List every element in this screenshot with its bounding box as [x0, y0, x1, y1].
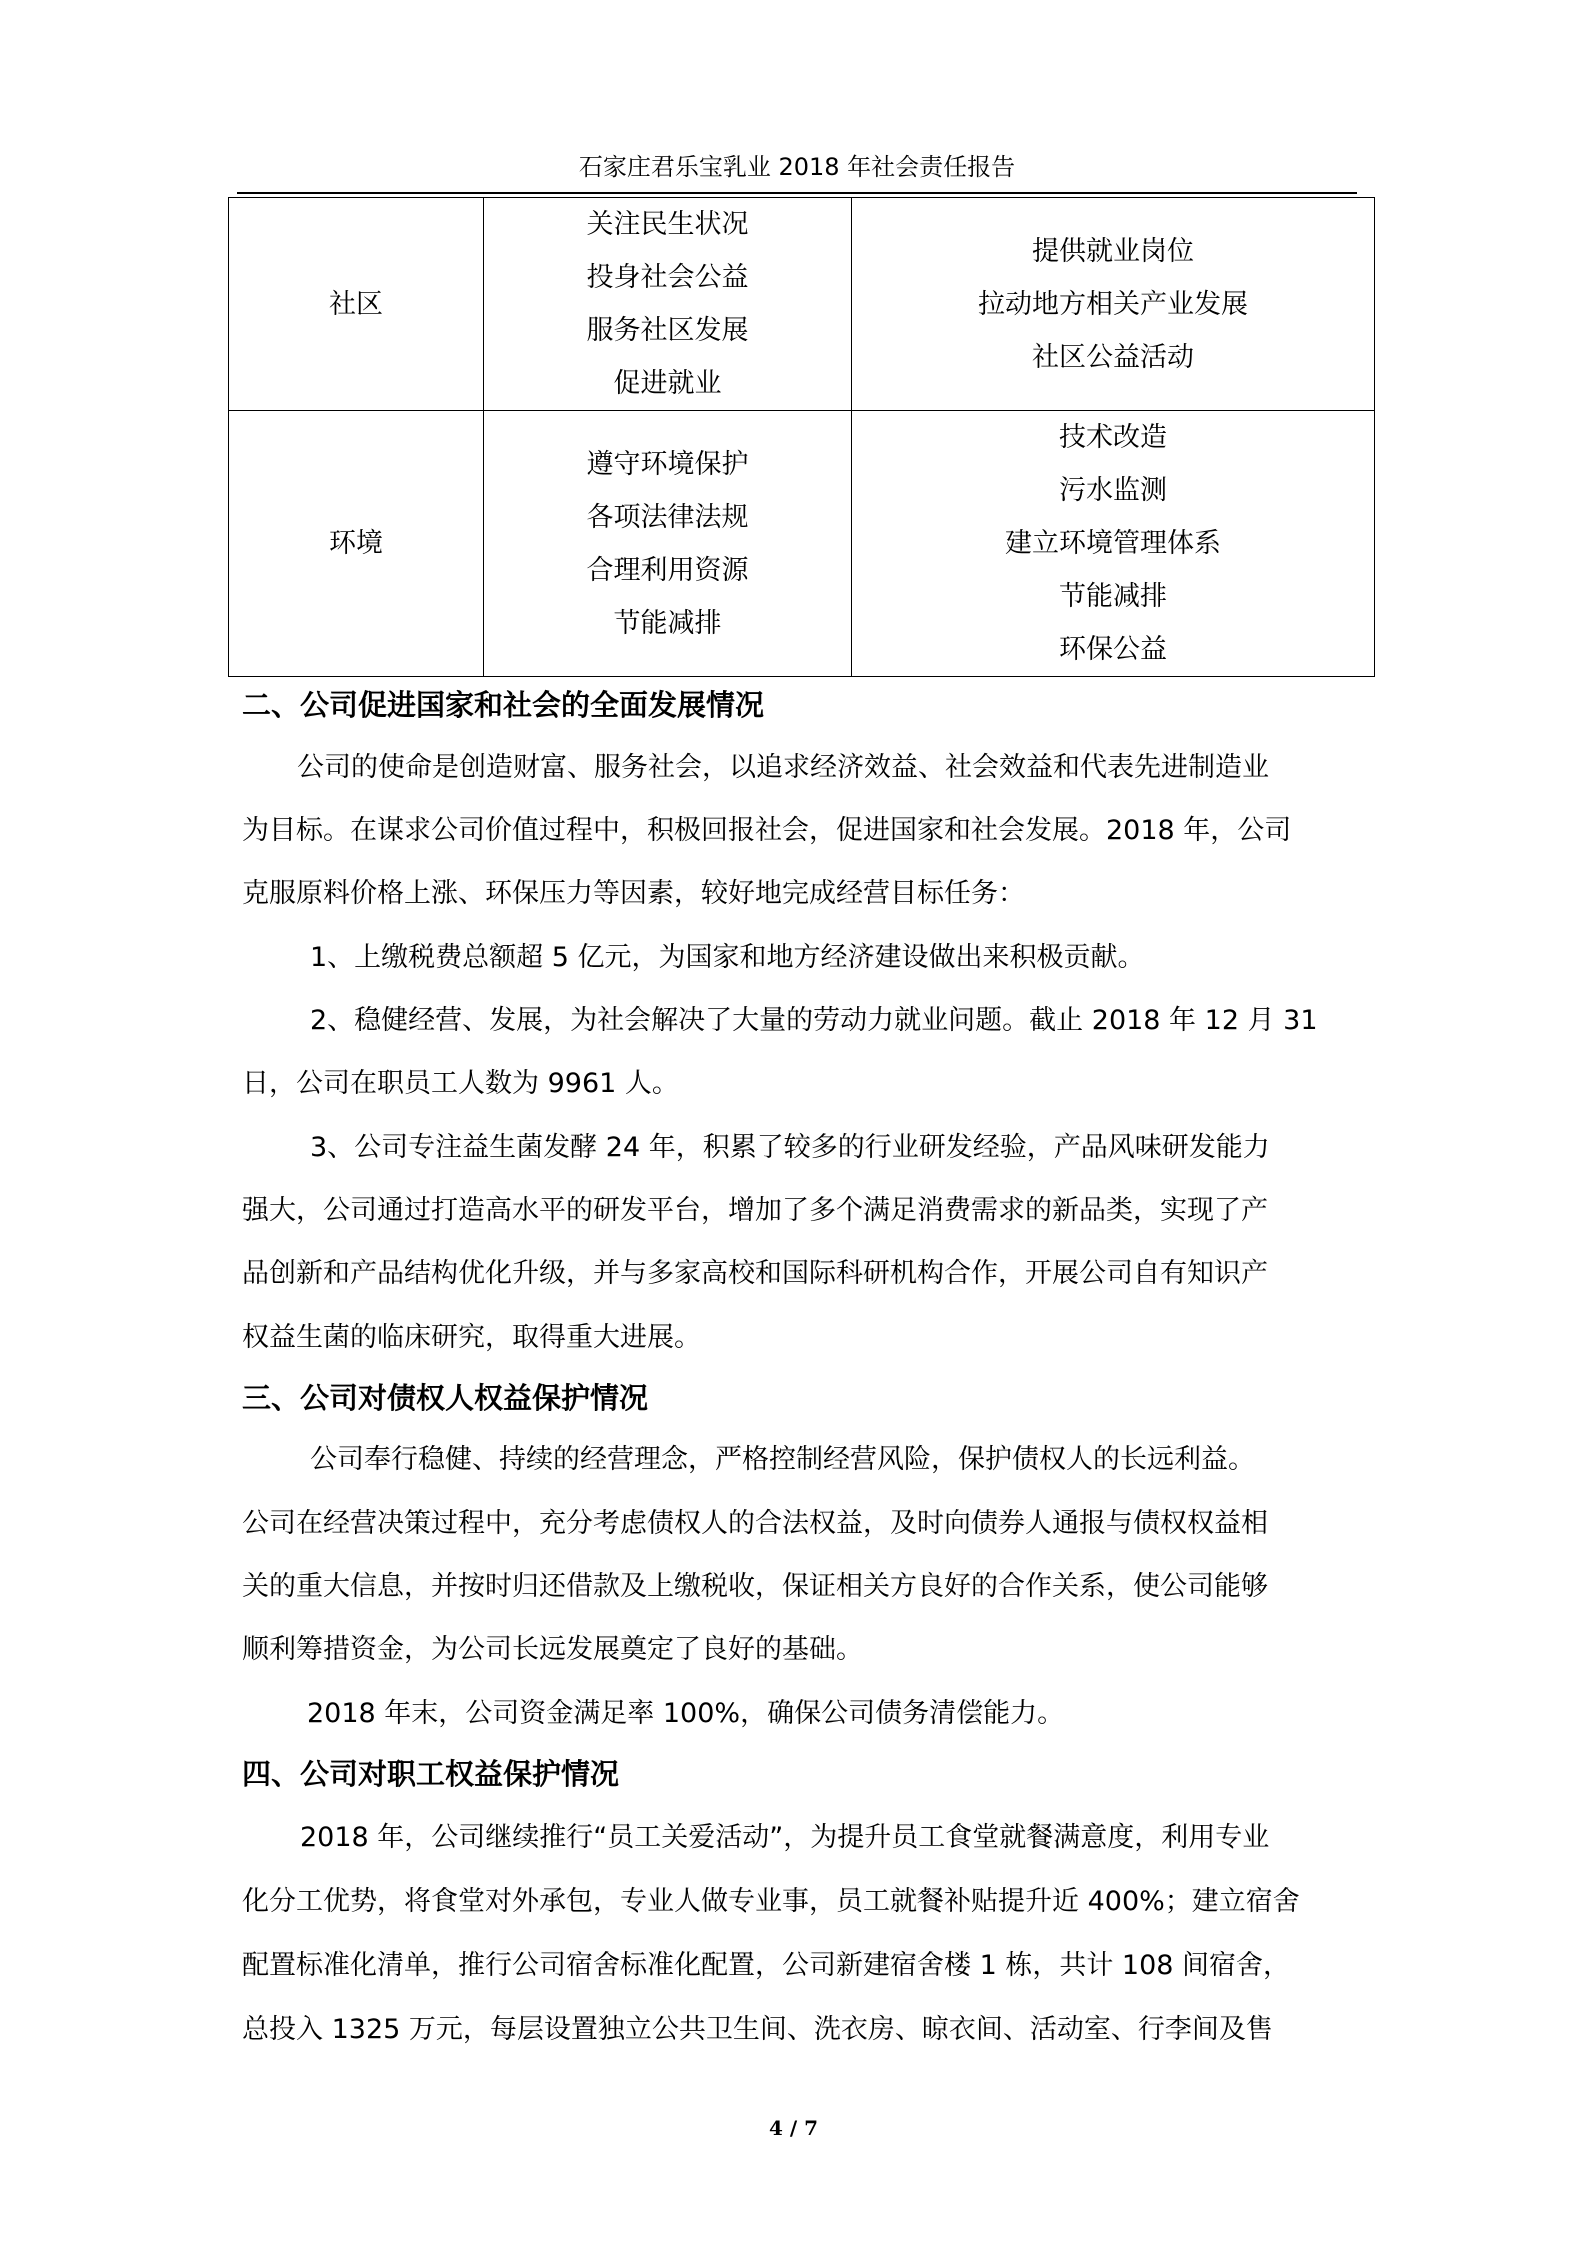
action-item: 拉动地方相关产业发展 — [978, 288, 1248, 320]
concern-item: 合理利用资源 — [586, 554, 749, 586]
concerns-cell — [484, 411, 852, 677]
paragraph-line: 公司在经营决策过程中，充分考虑债权人的合法权益，及时向债券人通报与债权权益相 — [242, 1508, 1268, 1539]
stakeholder-cell: 社区 — [229, 198, 484, 411]
list-item: 品创新和产品结构优化升级，并与多家高校和国际科研机构合作，开展公司自有知识产 — [242, 1258, 1268, 1289]
paragraph-line: 公司的使命是创造财富、服务社会，以追求经济效益、社会效益和代表先进制造业 — [297, 752, 1269, 783]
paragraph-line: 关的重大信息，并按时归还借款及上缴税收，保证相关方良好的合作关系，使公司能够 — [242, 1571, 1268, 1602]
action-item: 污水监测 — [1059, 475, 1167, 506]
action-item: 节能减排 — [1059, 581, 1167, 612]
paragraph-line: 顺利筹措资金，为公司长远发展奠定了良好的基础。 — [242, 1634, 863, 1665]
list-item: 权益生菌的临床研究，取得重大进展。 — [242, 1322, 701, 1353]
section-heading: 二、公司促进国家和社会的全面发展情况 — [242, 688, 765, 722]
concern-item: 节能减排 — [613, 607, 722, 639]
paragraph-line: 为目标。在谋求公司价值过程中，积极回报社会，促进国家和社会发展。2018 年，公司 — [242, 815, 1292, 846]
action-item: 社区公益活动 — [1032, 341, 1194, 373]
list-item: 日，公司在职员工人数为 9961 人。 — [242, 1068, 679, 1099]
page-number: 4 / 7 — [768, 2116, 819, 2140]
concern-item: 服务社区发展 — [586, 315, 749, 346]
actions-cell — [852, 198, 1375, 411]
list-item: 强大，公司通过打造高水平的研发平台，增加了多个满足消费需求的新品类，实现了产 — [242, 1195, 1268, 1226]
concern-item: 促进就业 — [613, 368, 722, 399]
table-row — [229, 411, 1375, 677]
paragraph-line: 2018 年，公司继续推行“员工关爱活动”，为提升员工食堂就餐满意度，利用专业 — [300, 1822, 1270, 1853]
paragraph-line: 总投入 1325 万元，每层设置独立公共卫生间、洗衣房、晾衣间、活动室、行李间及售 — [242, 2014, 1273, 2045]
list-item: 2、稳健经营、发展，为社会解决了大量的劳动力就业问题。截止 2018 年 12 月 31 — [310, 1005, 1318, 1036]
table-row — [229, 198, 1375, 411]
section-heading: 四、公司对职工权益保护情况 — [242, 1757, 620, 1791]
paragraph-line: 克服原料价格上涨、环保压力等因素，较好地完成经营目标任务： — [242, 878, 1025, 909]
header-divider — [237, 192, 1357, 194]
list-item: 3、公司专注益生菌发酵 24 年，积累了较多的行业研发经验，产品风味研发能力 — [310, 1132, 1270, 1163]
action-item: 技术改造 — [1059, 422, 1167, 453]
concerns-cell — [484, 198, 852, 411]
concern-item: 投身社会公益 — [586, 262, 749, 293]
stakeholder-cell: 环境 — [229, 411, 484, 677]
paragraph-line: 化分工优势，将食堂对外承包，专业人做专业事，员工就餐补贴提升近 400%；建立宿舍 — [242, 1886, 1300, 1917]
list-item: 1、上缴税费总额超 5 亿元，为国家和地方经济建设做出来积极贡献。 — [310, 942, 1145, 973]
page-header-title: 石家庄君乐宝乳业 2018 年社会责任报告 — [578, 153, 1016, 181]
action-item: 提供就业岗位 — [1032, 235, 1194, 267]
section-heading: 三、公司对债权人权益保护情况 — [242, 1381, 649, 1415]
action-item: 环保公益 — [1059, 634, 1167, 665]
concern-item: 各项法律法规 — [586, 501, 749, 533]
paragraph-line: 公司奉行稳健、持续的经营理念，严格控制经营风险，保护债权人的长远利益。 — [310, 1444, 1255, 1475]
actions-cell — [852, 411, 1375, 677]
paragraph-line: 配置标准化清单，推行公司宿舍标准化配置，公司新建宿舍楼 1 栋，共计 108 间宿舍， — [242, 1950, 1291, 1981]
stakeholder-table — [228, 197, 1375, 677]
concern-item: 关注民生状况 — [586, 209, 749, 240]
concern-item: 遵守环境保护 — [586, 448, 749, 480]
action-item: 建立环境管理体系 — [1005, 528, 1221, 559]
paragraph-line: 2018 年末，公司资金满足率 100%，确保公司债务清偿能力。 — [307, 1698, 1065, 1729]
